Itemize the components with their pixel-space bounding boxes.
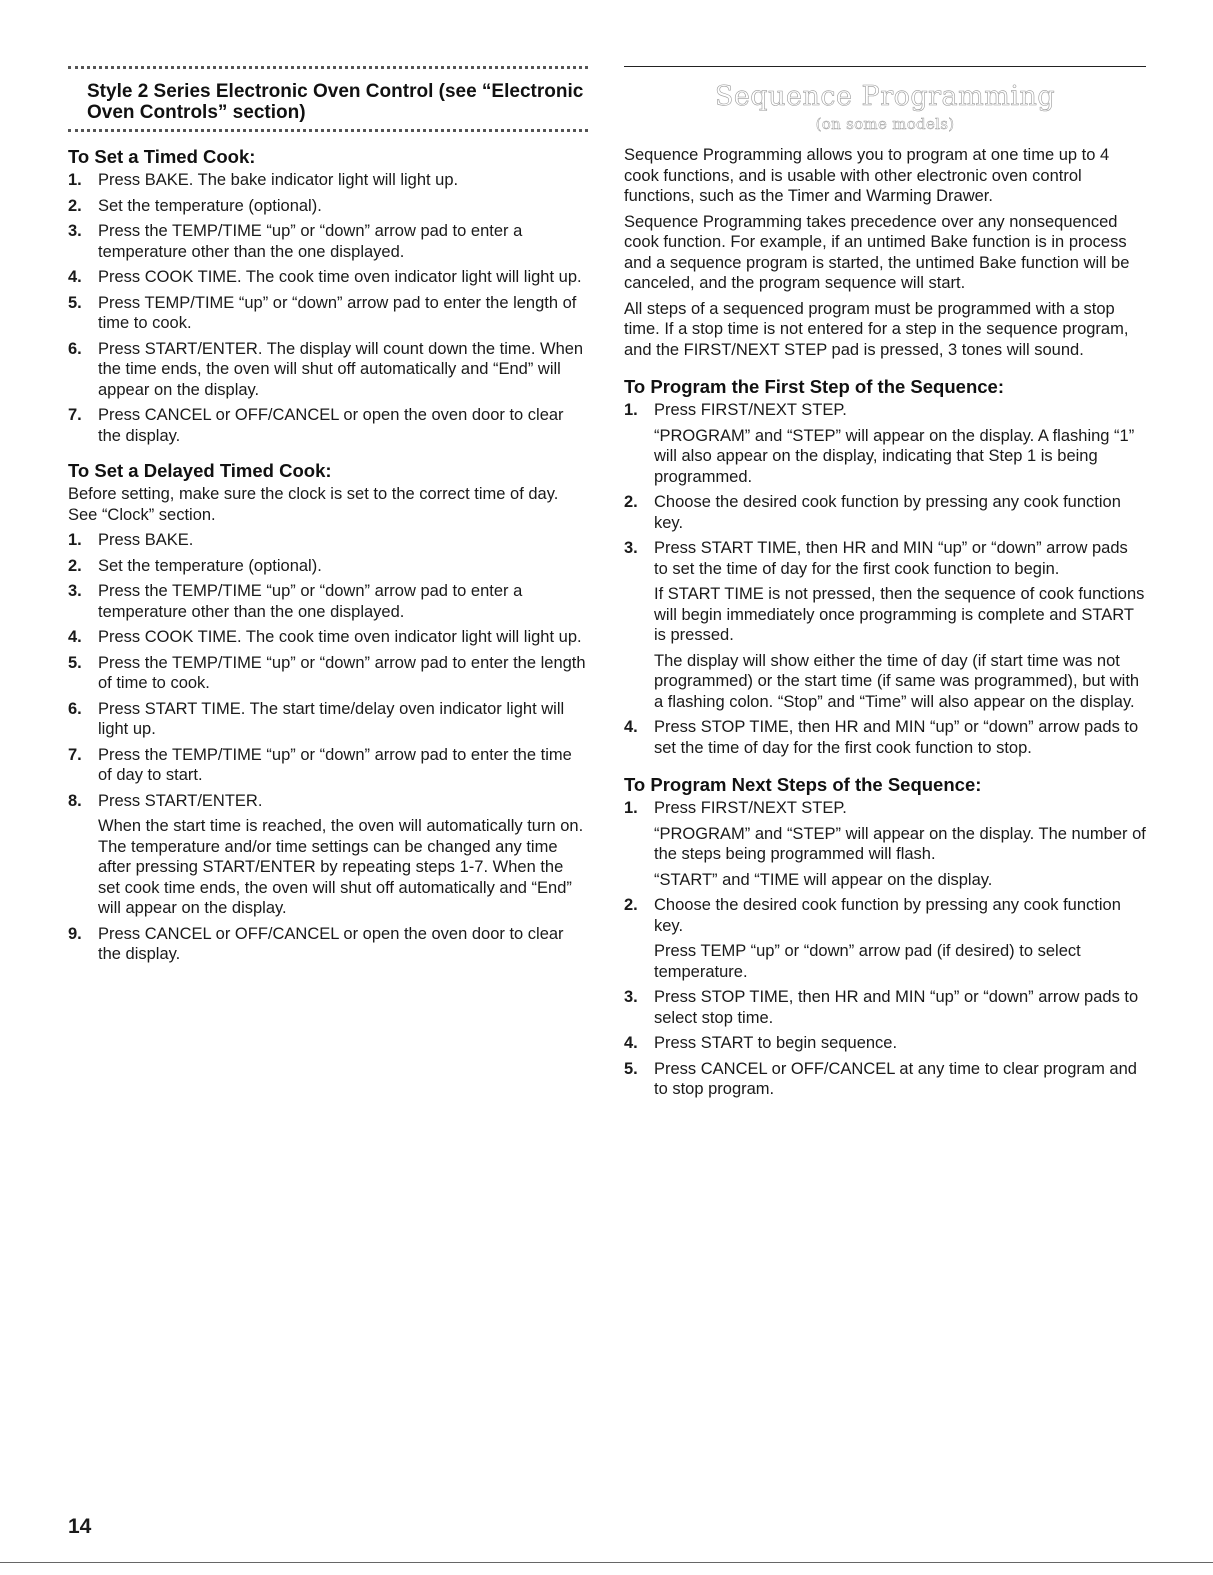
step-number: 9.	[68, 924, 82, 943]
step-text: Press the TEMP/TIME “up” or “down” arrow pad to enter the time of day to start.	[98, 745, 572, 784]
intro-paragraph-3: All steps of a sequenced program must be programmed with a stop time. If a stop time is not entered for a step in the sequence program, and the FIRST/NEXT STEP pad is pressed, 3 tones will sound.	[624, 299, 1129, 359]
first-step-heading: To Program the First Step of the Sequence:	[624, 376, 1004, 397]
step-item	[68, 556, 588, 577]
step-text: Press START TIME, then HR and MIN “up” or “down” arrow pads to set the time of day for the first cook function to begin.	[654, 539, 1128, 578]
step-number: 2.	[68, 556, 82, 575]
step-item	[68, 530, 588, 551]
left-column	[68, 66, 588, 970]
step-number: 8.	[68, 791, 82, 810]
step-note: Press TEMP “up” or “down” arrow pad (if desired) to select temperature.	[654, 942, 1081, 981]
step-item	[624, 492, 1146, 533]
step-item	[624, 987, 1146, 1028]
step-number: 7.	[68, 745, 82, 764]
step-text: Press COOK TIME. The cook time oven indicator light will light up.	[98, 268, 582, 286]
bottom-edge-line	[0, 1562, 1213, 1563]
step-text: Press TEMP/TIME “up” or “down” arrow pad to enter the length of time to cook.	[98, 293, 577, 332]
step-number: 3.	[624, 988, 638, 1006]
sequence-programming-title: Sequence Programming	[714, 81, 1056, 112]
step-number: 4.	[624, 718, 638, 736]
step-number: 5.	[624, 1059, 638, 1078]
step-number: 1.	[68, 531, 82, 549]
step-note: If START TIME is not pressed, then the sequence of cook functions will begin immediately once programming is complete and START is pressed.	[654, 585, 1145, 644]
step-number: 3.	[68, 582, 82, 600]
right-column	[624, 66, 1146, 1105]
step-text: Set the temperature (optional).	[98, 196, 322, 215]
step-text: Choose the desired cook function by pressing any cook function key.	[654, 896, 1121, 935]
step-number: 4.	[68, 628, 82, 646]
timed-cook-steps	[68, 170, 588, 446]
step-number: 2.	[68, 196, 82, 215]
bottom-dotted-divider	[68, 129, 588, 132]
step-item	[624, 717, 1146, 758]
step-item	[68, 699, 588, 740]
sequence-programming-subtitle: (on some models)	[815, 115, 955, 133]
step-item	[68, 196, 588, 217]
step-item	[68, 924, 588, 965]
step-text: Press CANCEL or OFF/CANCEL or open the oven door to clear the display.	[98, 406, 564, 445]
step-text: Press BAKE. The bake indicator light will light up.	[98, 171, 459, 189]
step-item	[624, 798, 1146, 890]
step-note: “START” and “TIME will appear on the display.	[654, 870, 993, 889]
step-note: “PROGRAM” and “STEP” will appear on the display. The number of the steps being programmed will flash.	[654, 824, 1146, 863]
delayed-cook-steps	[68, 530, 588, 965]
step-number: 5.	[68, 293, 82, 312]
step-item	[68, 581, 588, 622]
next-steps-steps	[624, 798, 1146, 1100]
step-item	[68, 405, 588, 446]
style-heading: Style 2 Series Electronic Oven Control (see “Electronic Oven Controls” section)	[87, 81, 584, 123]
step-item	[68, 791, 588, 919]
step-item	[68, 653, 588, 694]
step-number: 6.	[68, 339, 82, 358]
first-step-steps	[624, 400, 1146, 758]
step-note: The display will show either the time of day (if start time was not programmed) or the start time (if same was programmed), but with a flashing colon. “Stop” and “Time” will also appear on the display.	[654, 651, 1140, 711]
step-text: Press BAKE.	[98, 531, 194, 549]
step-note: “PROGRAM” and “STEP” will appear on the display. A flashing “1” will also appear on the display, indicating that Step 1 is being programmed.	[654, 426, 1135, 486]
step-item	[68, 293, 588, 334]
step-item	[624, 895, 1146, 982]
step-text: Press START TIME. The start time/delay oven indicator light will light up.	[98, 699, 565, 738]
step-item	[68, 267, 588, 288]
step-text: Set the temperature (optional).	[98, 556, 322, 575]
intro-paragraph-2: Sequence Programming takes precedence over any nonsequenced cook function. For example, if an untimed Bake function is in process and a sequence program is started, the untimed Bake function will be canceled, and the program sequence will start.	[624, 212, 1130, 292]
step-text: Press FIRST/NEXT STEP.	[654, 799, 847, 817]
step-text: Press START to begin sequence.	[654, 1034, 898, 1052]
next-steps-heading: To Program Next Steps of the Sequence:	[624, 774, 982, 795]
step-number: 1.	[624, 401, 638, 419]
step-text: Press the TEMP/TIME “up” or “down” arrow pad to enter the length of time to cook.	[98, 653, 586, 692]
delayed-cook-intro: Before setting, make sure the clock is set to the correct time of day. See “Clock” section.	[68, 485, 559, 524]
step-text: Press the TEMP/TIME “up” or “down” arrow pad to enter a temperature other than the one displayed.	[98, 582, 523, 621]
step-text: Choose the desired cook function by pressing any cook function key.	[654, 493, 1121, 532]
step-number: 3.	[624, 539, 638, 557]
step-item	[624, 400, 1146, 487]
step-number: 4.	[624, 1034, 638, 1052]
step-text: Press STOP TIME, then HR and MIN “up” or “down” arrow pads to select stop time.	[654, 988, 1139, 1027]
step-text: Press COOK TIME. The cook time oven indicator light will light up.	[98, 628, 582, 646]
step-text: Press STOP TIME, then HR and MIN “up” or “down” arrow pads to set the time of day for the first cook function to stop.	[654, 718, 1139, 757]
step-text: Press CANCEL or OFF/CANCEL or open the oven door to clear the display.	[98, 924, 564, 963]
step-number: 4.	[68, 268, 82, 286]
step-item	[68, 627, 588, 648]
step-number: 5.	[68, 653, 82, 672]
step-text: Press START/ENTER. The display will count down the time. When the time ends, the oven will shut off automatically and “End” will appear on the display.	[98, 339, 584, 399]
step-item	[68, 339, 588, 401]
step-item	[68, 745, 588, 786]
step-number: 3.	[68, 222, 82, 240]
timed-cook-heading: To Set a Timed Cook:	[68, 146, 256, 167]
step-item	[68, 221, 588, 262]
step-text: Press the TEMP/TIME “up” or “down” arrow pad to enter a temperature other than the one displayed.	[98, 222, 523, 261]
step-number: 1.	[68, 171, 82, 189]
delayed-cook-heading: To Set a Delayed Timed Cook:	[68, 460, 332, 481]
step-item	[624, 538, 1146, 712]
step-item	[624, 1059, 1146, 1100]
section-divider	[624, 66, 1146, 67]
page-number: 14	[68, 1515, 92, 1538]
step-text: Press CANCEL or OFF/CANCEL at any time to clear program and to stop program.	[654, 1059, 1137, 1098]
step-text: Press START/ENTER.	[98, 791, 263, 810]
intro-paragraph-1: Sequence Programming allows you to program at one time up to 4 cook functions, and is usable with other electronic oven control functions, such as the Timer and Warming Drawer.	[624, 146, 1110, 205]
step-text: Press FIRST/NEXT STEP.	[654, 401, 847, 419]
step-number: 2.	[624, 493, 638, 511]
step-number: 2.	[624, 896, 638, 914]
step-number: 7.	[68, 406, 82, 424]
step-note: When the start time is reached, the oven will automatically turn on. The temperature and/or time settings can be changed any time after pressing START/ENTER by repeating steps 1-7. When the set cook time ends, the oven will shut off automatically and “End” will appear on the display.	[98, 817, 584, 917]
step-item	[68, 170, 588, 191]
step-number: 1.	[624, 799, 638, 817]
step-item	[624, 1033, 1146, 1054]
step-number: 6.	[68, 699, 82, 718]
